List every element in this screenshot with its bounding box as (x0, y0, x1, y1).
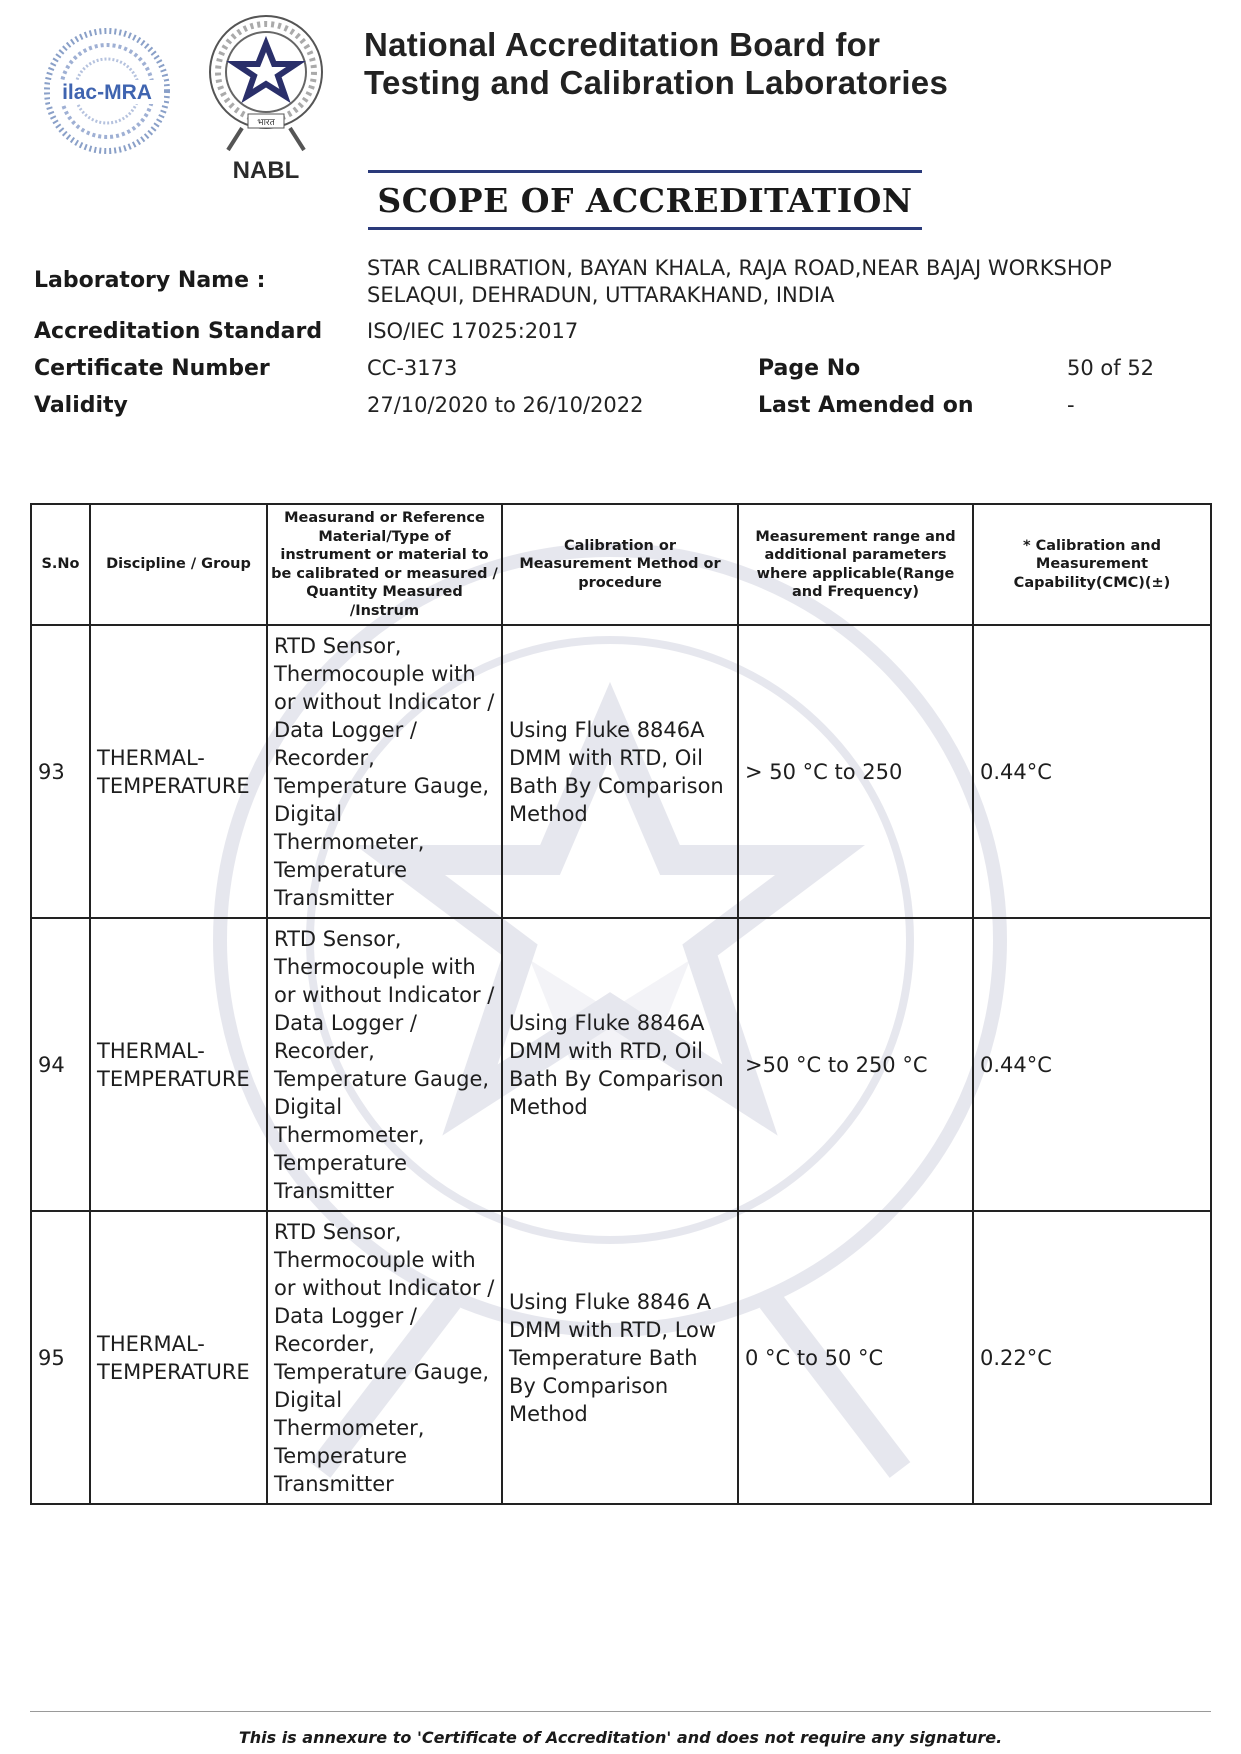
standard-label: Accreditation Standard (34, 319, 323, 344)
board-title-line1: National Accreditation Board for (364, 26, 881, 63)
table-header-row (31, 504, 1211, 625)
cell-measurand: RTD Sensor, Thermocouple with or without Indicator / Data Logger / Recorder, Temperature Gauge, Digital Thermometer, Temperature Transmitter (267, 1211, 502, 1504)
header-measurand: Measurand or Reference Material/Type of instrument or material to be calibrated or measured / Quantity Measured /Instrum (267, 504, 502, 625)
cell-cmc: 0.44°C (973, 625, 1211, 918)
cell-range: >50 °C to 250 °C (738, 918, 973, 1211)
validity-label: Validity (34, 393, 128, 418)
cell-discipline: THERMAL-TEMPERATURE (90, 1211, 267, 1504)
cell-cmc: 0.44°C (973, 918, 1211, 1211)
cell-method: Using Fluke 8846A DMM with RTD, Oil Bath By Comparison Method (502, 625, 738, 918)
cell-method: Using Fluke 8846 A DMM with RTD, Low Temperature Bath By Comparison Method (502, 1211, 738, 1504)
header-sno: S.No (31, 504, 90, 625)
lab-name-line2: SELAQUI, DEHRADUN, UTTARAKHAND, INDIA (367, 283, 835, 307)
svg-text:NABL: NABL (232, 157, 300, 184)
cert-label: Certificate Number (34, 356, 270, 381)
table-row (31, 918, 1211, 1211)
table-row (31, 1211, 1211, 1504)
standard-value: ISO/IEC 17025:2017 (367, 319, 579, 343)
cell-sno: 93 (31, 625, 90, 918)
nabl-logo (198, 10, 334, 186)
header-cmc: * Calibration and Measurement Capability(CMC)(±) (973, 504, 1211, 625)
cell-measurand: RTD Sensor, Thermocouple with or without Indicator / Data Logger / Recorder, Temperature Gauge, Digital Thermometer, Temperature Transmitter (267, 625, 502, 918)
svg-text:ilac-MRA: ilac-MRA (62, 81, 152, 104)
board-title (364, 26, 948, 102)
amended-value: - (1067, 393, 1075, 417)
page-label: Page No (758, 356, 861, 381)
scope-title: SCOPE OF ACCREDITATION (377, 181, 913, 220)
lab-name-value (367, 255, 1112, 309)
footer-note: This is annexure to 'Certificate of Accreditation' and does not require any signature. (238, 1728, 1003, 1747)
footer-divider (30, 1711, 1211, 1712)
cell-cmc: 0.22°C (973, 1211, 1211, 1504)
validity-value: 27/10/2020 to 26/10/2022 (367, 393, 644, 417)
header-discipline: Discipline / Group (90, 504, 267, 625)
svg-text:भारत: भारत (257, 118, 275, 128)
cell-sno: 95 (31, 1211, 90, 1504)
cell-discipline: THERMAL-TEMPERATURE (90, 625, 267, 918)
board-title-line2: Testing and Calibration Laboratories (364, 64, 949, 101)
table-row (31, 625, 1211, 918)
cell-measurand: RTD Sensor, Thermocouple with or without Indicator / Data Logger / Recorder, Temperature Gauge, Digital Thermometer, Temperature Transmitter (267, 918, 502, 1211)
scope-title-box (368, 170, 922, 230)
cell-method: Using Fluke 8846A DMM with RTD, Oil Bath By Comparison Method (502, 918, 738, 1211)
scope-table (30, 503, 1212, 1505)
header-method: Calibration or Measurement Method or procedure (502, 504, 738, 625)
lab-name-line1: STAR CALIBRATION, BAYAN KHALA, RAJA ROAD,NEAR BAJAJ WORKSHOP (367, 256, 1112, 280)
header-range: Measurement range and additional parameters where applicable(Range and Frequency) (738, 504, 973, 625)
cell-discipline: THERMAL-TEMPERATURE (90, 918, 267, 1211)
cell-sno: 94 (31, 918, 90, 1211)
page-value: 50 of 52 (1067, 356, 1155, 380)
cell-range: > 50 °C to 250 (738, 625, 973, 918)
cert-value: CC-3173 (367, 356, 458, 380)
lab-name-label: Laboratory Name : (34, 268, 266, 293)
cell-range: 0 °C to 50 °C (738, 1211, 973, 1504)
amended-label: Last Amended on (758, 393, 974, 418)
ilac-mra-logo (42, 26, 172, 156)
